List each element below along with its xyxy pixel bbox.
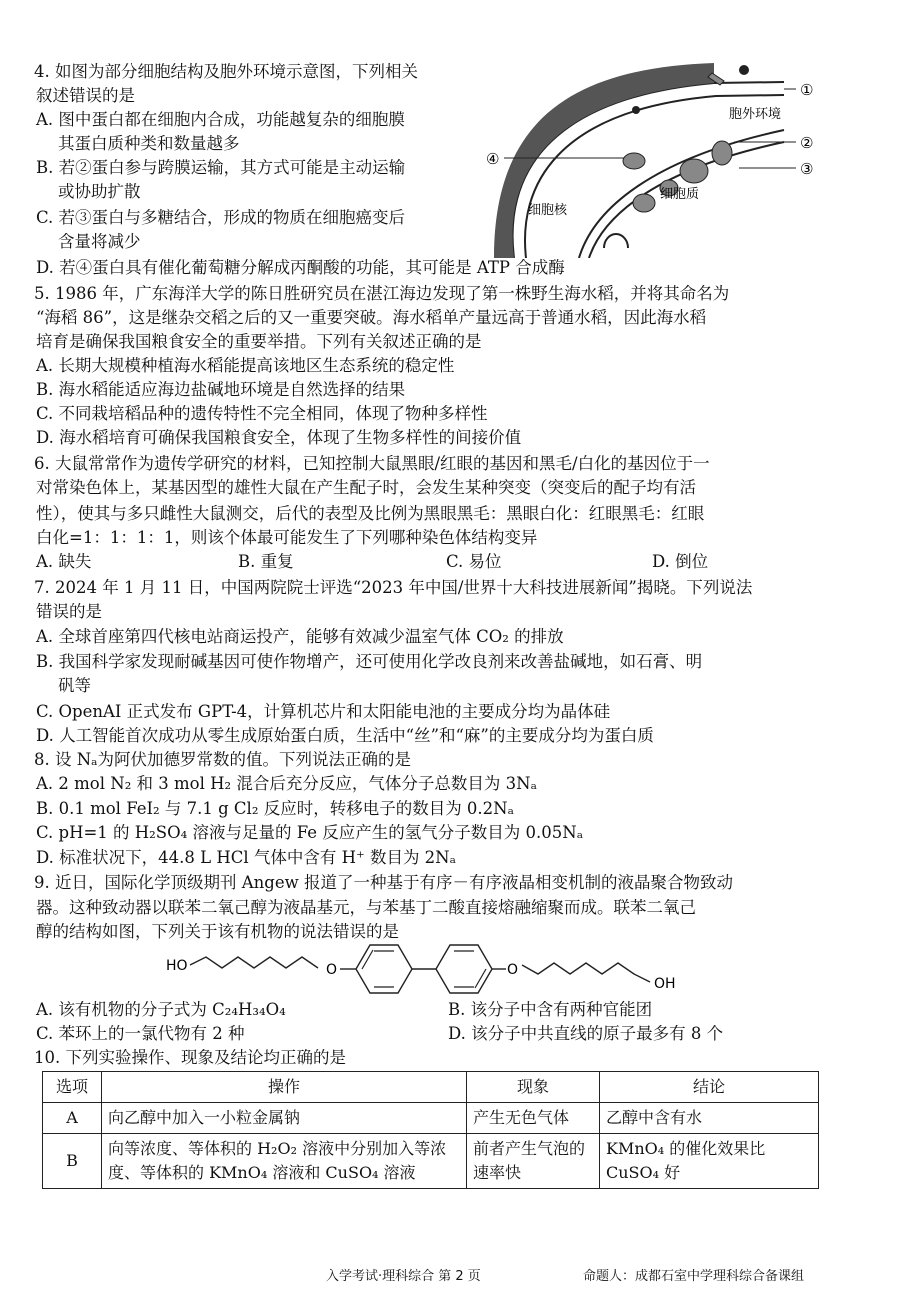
q5-option-a: A. 长期大规模种植海水稻能提高该地区生态系统的稳定性: [36, 356, 455, 375]
q4-option-c-cont: 含量将减少: [58, 232, 141, 251]
header-operation: 操作: [102, 1072, 467, 1103]
q7-stem: 7. 2024 年 1 月 11 日，中国两院院士评选“2023 年中国/世界十大科技进展新闻”揭晓。下列说法: [34, 578, 753, 597]
q7-stem-2: 错误的是: [36, 602, 102, 621]
q9-option-a: A. 该有机物的分子式为 C₂₄H₃₄O₄: [36, 1000, 286, 1019]
table-row: [43, 1134, 819, 1189]
q4-option-b: B. 若②蛋白参与跨膜运输，其方式可能是主动运输: [36, 158, 406, 177]
q9-stem-2: 器。这种致动器以联苯二氧己醇为液晶基元，与苯基丁二酸直接熔融缩聚而成。联苯二氧己: [36, 898, 696, 917]
q6-option-a: A. 缺失: [36, 552, 92, 571]
row-a-conclusion: 乙醇中含有水: [600, 1103, 819, 1134]
table-header-row: [43, 1072, 819, 1103]
figure-label-2: ②: [800, 134, 814, 152]
q5-stem: 5. 1986 年，广东海洋大学的陈日胜研究员在湛江海边发现了第一株野生海水稻，并将其命名为: [34, 284, 730, 303]
q6-stem-4: 白化=1：1：1：1，则该个体最可能发生了下列哪种染色体结构变异: [36, 528, 538, 547]
q10-stem: 10. 下列实验操作、现象及结论均正确的是: [34, 1048, 346, 1067]
q8-option-b: B. 0.1 mol FeI₂ 与 7.1 g Cl₂ 反应时，转移电子的数目为 0.2Nₐ: [36, 799, 514, 818]
footer-author: 命题人：成都石室中学理科综合备课组: [583, 1269, 805, 1284]
q5-option-d: D. 海水稻培育可确保我国粮食安全，体现了生物多样性的间接价值: [36, 428, 522, 447]
struct-ho: HO: [166, 958, 188, 974]
row-b-operation: 向等浓度、等体积的 H₂O₂ 溶液中分别加入等浓度、等体积的 KMnO₄ 溶液和 CuSO₄ 溶液: [102, 1134, 467, 1189]
q4-option-b-cont: 或协助扩散: [58, 182, 141, 201]
q9-option-c: C. 苯环上的一氯代物有 2 种: [36, 1024, 245, 1043]
q7-option-b-cont: 矾等: [58, 676, 91, 695]
q4-stem: 4. 如图为部分细胞结构及胞外环境示意图，下列相关: [34, 62, 418, 81]
struct-o2: O: [507, 962, 519, 978]
q5-option-b: B. 海水稻能适应海边盐碱地环境是自然选择的结果: [36, 380, 406, 399]
q7-option-a: A. 全球首座第四代核电站商运投产，能够有效减少温室气体 CO₂ 的排放: [36, 627, 564, 646]
q6-option-c: C. 易位: [446, 552, 502, 571]
experiment-table: [42, 1071, 819, 1189]
q8-stem: 8. 设 Nₐ为阿伏加德罗常数的值。下列说法正确的是: [34, 750, 412, 769]
row-b-phenomenon: 前者产生气泡的速率快: [467, 1134, 600, 1189]
table-row: [43, 1103, 819, 1134]
molecule-structure: [160, 940, 700, 998]
figure-label-3: ③: [800, 160, 814, 178]
q8-option-d: D. 标准状况下，44.8 L HCl 气体中含有 H⁺ 数目为 2Nₐ: [36, 848, 456, 867]
header-phenomenon: 现象: [467, 1072, 600, 1103]
row-a-option: A: [43, 1103, 102, 1134]
figure-label-outside: 胞外环境: [729, 107, 782, 122]
row-a-operation: 向乙醇中加入一小粒金属钠: [102, 1103, 467, 1134]
q4-option-a-cont: 其蛋白质种类和数量越多: [58, 134, 240, 153]
figure-label-4: ④: [486, 150, 500, 168]
q6-option-d: D. 倒位: [652, 552, 709, 571]
row-b-conclusion: KMnO₄ 的催化效果比 CuSO₄ 好: [600, 1134, 819, 1189]
figure-label-cytoplasm: 细胞质: [660, 187, 700, 202]
q6-stem-2: 对常染色体上，某基因型的雄性大鼠在产生配子时，会发生某种突变（突变后的配子均有活: [36, 478, 696, 497]
figure-label-1: ①: [800, 81, 814, 99]
q5-stem-2: “海稻 86”，这是继杂交稻之后的又一重要突破。海水稻单产量远高于普通水稻，因此海水稻: [36, 308, 707, 327]
q7-option-b: B. 我国科学家发现耐碱基因可使作物增产，还可使用化学改良剂来改善盐碱地，如石膏、明: [36, 652, 703, 671]
cell-structure-figure: [484, 58, 824, 258]
q8-option-c: C. pH=1 的 H₂SO₄ 溶液与足量的 Fe 反应产生的氢气分子数目为 0.05Nₐ: [36, 823, 584, 842]
q4-stem-2: 叙述错误的是: [36, 86, 135, 105]
q9-stem: 9. 近日，国际化学顶级期刊 Angew 报道了一种基于有序－有序液晶相变机制的液晶聚合物致动: [34, 873, 733, 892]
q9-option-d: D. 该分子中共直线的原子最多有 8 个: [448, 1024, 724, 1043]
row-a-phenomenon: 产生无色气体: [467, 1103, 600, 1134]
q6-stem: 6. 大鼠常常作为遗传学研究的材料，已知控制大鼠黑眼/红眼的基因和黑毛/白化的基因位于一: [34, 454, 710, 473]
struct-o1: O: [326, 962, 338, 978]
row-b-option: B: [43, 1134, 102, 1189]
header-option: 选项: [43, 1072, 102, 1103]
q5-option-c: C. 不同栽培稻品种的遗传特性不完全相同，体现了物种多样性: [36, 404, 488, 423]
figure-label-nucleus: 细胞核: [528, 203, 568, 218]
q9-option-b: B. 该分子中含有两种官能团: [448, 1000, 653, 1019]
q8-option-a: A. 2 mol N₂ 和 3 mol H₂ 混合后充分反应，气体分子总数目为 3Nₐ: [36, 774, 537, 793]
header-conclusion: 结论: [600, 1072, 819, 1103]
q6-stem-3: 性），使其与多只雌性大鼠测交，后代的表型及比例为黑眼黑毛：黑眼白化：红眼黑毛：红眼: [36, 504, 705, 523]
struct-oh: OH: [654, 976, 676, 992]
q4-option-a: A. 图中蛋白都在细胞内合成，功能越复杂的细胞膜: [36, 110, 405, 129]
q7-option-c: C. OpenAI 正式发布 GPT-4，计算机芯片和太阳能电池的主要成分均为晶体硅: [36, 702, 611, 721]
footer-page-info: 入学考试·理科综合 第 2 页: [326, 1269, 481, 1284]
q4-option-c: C. 若③蛋白与多糖结合，形成的物质在细胞癌变后: [36, 208, 406, 227]
q6-option-b: B. 重复: [238, 552, 294, 571]
q7-option-d: D. 人工智能首次成功从零生成原始蛋白质，生活中“丝”和“麻”的主要成分均为蛋白质: [36, 726, 654, 745]
q4-option-d: D. 若④蛋白具有催化葡萄糖分解成丙酮酸的功能，其可能是 ATP 合成酶: [36, 258, 565, 277]
q5-stem-3: 培育是确保我国粮食安全的重要举措。下列有关叙述正确的是: [36, 332, 482, 351]
q9-stem-3: 醇的结构如图，下列关于该有机物的说法错误的是: [36, 922, 399, 941]
